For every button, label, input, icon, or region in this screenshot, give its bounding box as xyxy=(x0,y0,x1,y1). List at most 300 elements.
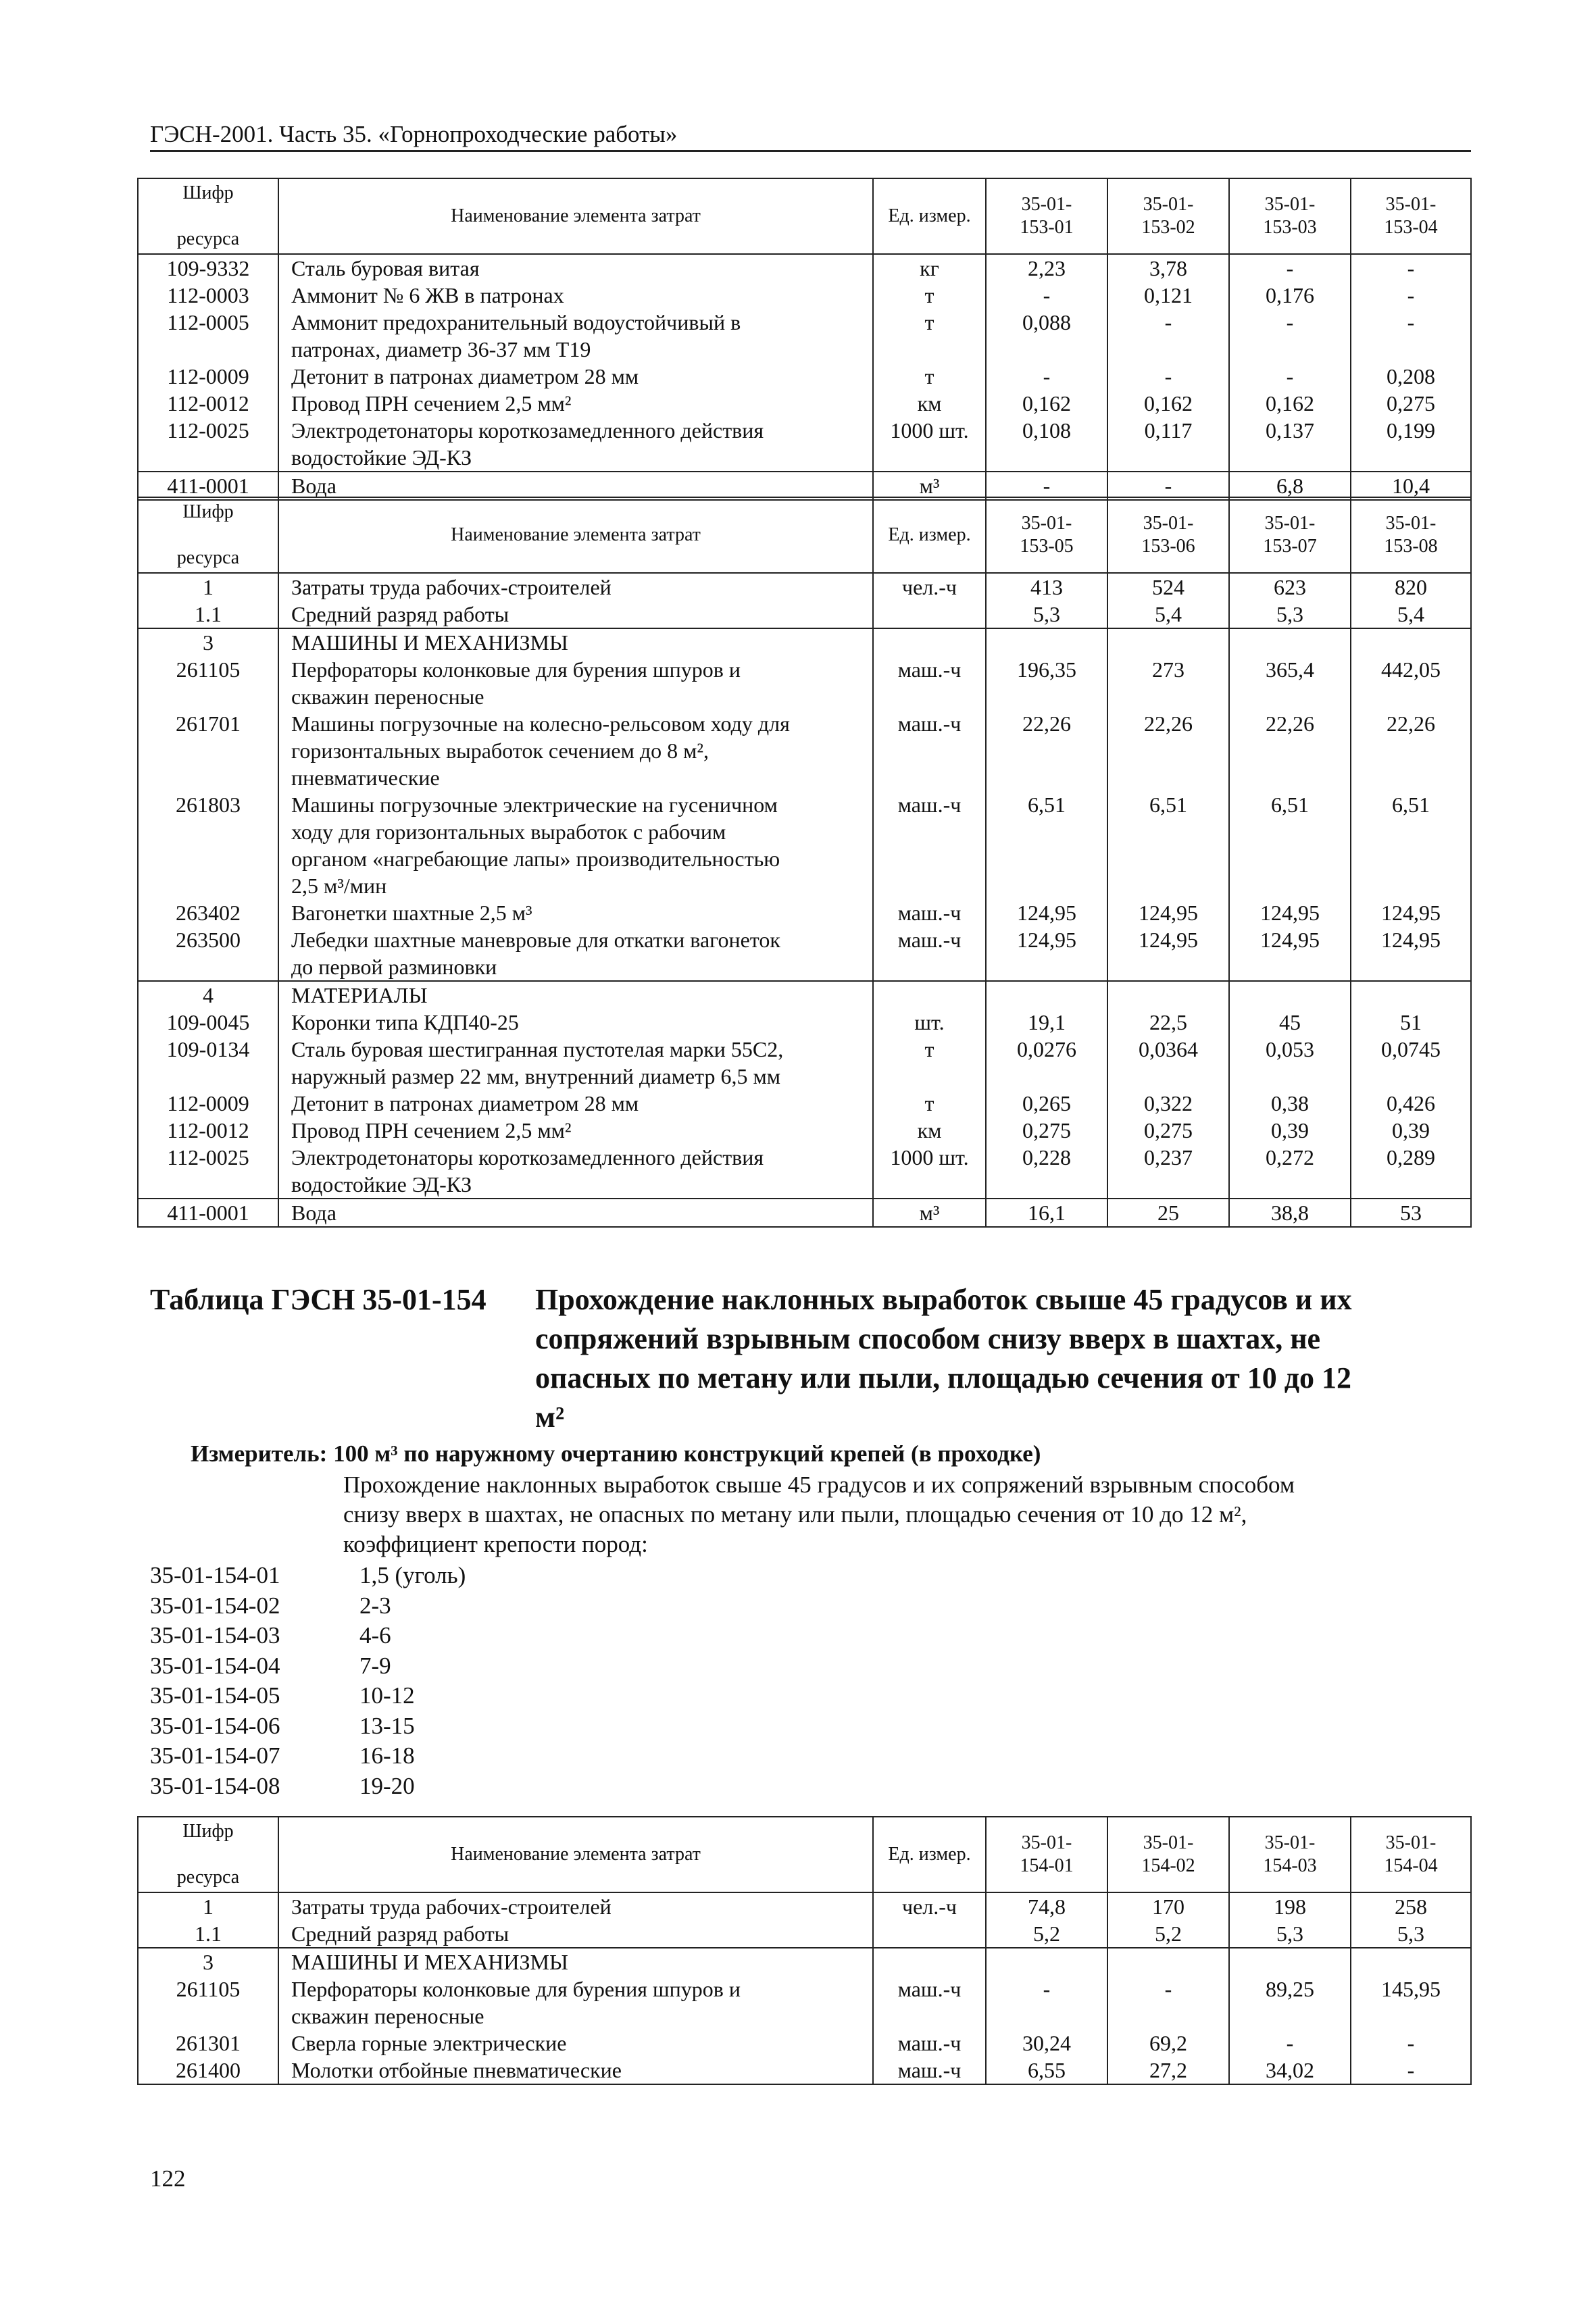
col-header-unit: Ед. измер. xyxy=(873,1817,986,1892)
norm-code: 35-01-154-02 xyxy=(150,1592,280,1619)
col-header-norm xyxy=(1351,178,1471,254)
value-cell: 89,25 xyxy=(1229,1976,1351,2030)
value-cell xyxy=(1351,981,1471,1009)
resource-name xyxy=(278,1920,873,1948)
norm-code-row xyxy=(150,1561,466,1591)
col-header-text: ресурса xyxy=(176,1867,240,1888)
value-cell: 0,228 xyxy=(986,1144,1107,1199)
value-cell: 30,24 xyxy=(986,2030,1107,2057)
resource-code: 263500 xyxy=(138,926,278,981)
resource-name xyxy=(278,710,873,791)
unit-cell: т xyxy=(873,1036,986,1090)
value-cell: 22,26 xyxy=(986,710,1107,791)
resource-code: 1.1 xyxy=(138,1920,278,1948)
value-cell: 0,162 xyxy=(1107,390,1229,417)
table-row xyxy=(138,2057,1471,2084)
col-header-text: 153-04 xyxy=(1384,217,1438,238)
resource-code: 1 xyxy=(138,573,278,601)
resource-code: 261105 xyxy=(138,1976,278,2030)
value-cell: 6,51 xyxy=(1107,791,1229,899)
unit-cell: км xyxy=(873,390,986,417)
value-cell: 10,4 xyxy=(1351,472,1471,500)
resource-code: 3 xyxy=(138,1948,278,1976)
description-line: снизу вверх в шахтах, не опасных по метану или пыли, площадью сечения от 10 до 12 м², xyxy=(343,1501,1247,1528)
description-line: коэффициент крепости пород: xyxy=(343,1531,648,1557)
unit-cell: т xyxy=(873,363,986,390)
norm-code-row xyxy=(150,1651,466,1682)
value-cell: - xyxy=(1107,309,1229,363)
unit-cell: чел.-ч xyxy=(873,573,986,601)
col-header-name: Наименование элемента затрат xyxy=(278,178,873,254)
value-cell: - xyxy=(1351,2057,1471,2084)
resource-name-line: горизонтальных выработок сечением до 8 м², xyxy=(291,738,709,763)
col-header-code xyxy=(138,1817,278,1892)
unit-cell: маш.-ч xyxy=(873,2057,986,2084)
col-header-name: Наименование элемента затрат xyxy=(278,1817,873,1892)
resource-name-line: Лебедки шахтные маневровые для откатки вагонеток xyxy=(291,928,780,952)
value-cell: 0,199 xyxy=(1351,417,1471,472)
measure-unit-line: Измеритель: 100 м³ по наружному очертанию конструкций крепей (в проходке) xyxy=(191,1440,1041,1467)
value-cell: 6,55 xyxy=(986,2057,1107,2084)
col-header-text: 35-01- xyxy=(1264,1832,1316,1853)
resource-name xyxy=(278,417,873,472)
resource-name-line: Перфораторы колонковые для бурения шпуров и xyxy=(291,1977,741,2001)
col-header-text: 153-08 xyxy=(1384,536,1438,557)
resource-name xyxy=(278,1009,873,1036)
resource-name-line: органом «нагребающие лапы» производительностью xyxy=(291,847,780,871)
table-row xyxy=(138,282,1471,309)
unit-cell: км xyxy=(873,1117,986,1144)
col-header-text: 35-01- xyxy=(1264,513,1316,534)
resource-name xyxy=(278,573,873,601)
resource-code: 109-9332 xyxy=(138,254,278,282)
resource-name xyxy=(278,926,873,981)
value-cell: 124,95 xyxy=(1107,926,1229,981)
col-header-unit: Ед. измер. xyxy=(873,497,986,573)
resource-name-line: 2,5 м³/мин xyxy=(291,874,387,898)
value-cell: 5,3 xyxy=(1229,1920,1351,1948)
value-cell: - xyxy=(986,1976,1107,2030)
value-cell: 22,26 xyxy=(1351,710,1471,791)
col-header-norm xyxy=(1229,178,1351,254)
value-cell: 124,95 xyxy=(986,899,1107,926)
resource-table-153-01-04 xyxy=(137,178,1472,501)
resource-name xyxy=(278,1036,873,1090)
col-header-norm xyxy=(1107,1817,1229,1892)
value-cell: - xyxy=(1229,309,1351,363)
resource-name-line: до первой разминовки xyxy=(291,955,497,979)
resource-name xyxy=(278,1976,873,2030)
resource-code: 112-0005 xyxy=(138,309,278,363)
value-cell: 0,426 xyxy=(1351,1090,1471,1117)
value-cell xyxy=(986,628,1107,656)
value-cell: 5,3 xyxy=(1229,601,1351,628)
table-row xyxy=(138,1009,1471,1036)
value-cell: - xyxy=(1107,472,1229,500)
col-header-norm xyxy=(1107,497,1229,573)
unit-cell: чел.-ч xyxy=(873,1892,986,1920)
value-cell: 53 xyxy=(1351,1199,1471,1227)
value-cell: - xyxy=(1351,309,1471,363)
resource-name-line: водостойкие ЭД-КЗ xyxy=(291,445,472,470)
resource-name xyxy=(278,1948,873,1976)
value-cell: - xyxy=(1107,363,1229,390)
resource-name-line: Вагонетки шахтные 2,5 м³ xyxy=(291,901,532,925)
resource-name-line: Машины погрузочные электрические на гусеничном xyxy=(291,793,778,817)
resource-name xyxy=(278,309,873,363)
resource-name-line: Аммонит № 6 ЖВ в патронах xyxy=(291,283,564,307)
value-cell xyxy=(1107,981,1229,1009)
unit-cell: т xyxy=(873,1090,986,1117)
value-cell: 5,4 xyxy=(1351,601,1471,628)
value-cell: 2,23 xyxy=(986,254,1107,282)
table-row xyxy=(138,309,1471,363)
table-title-line: м² xyxy=(535,1401,565,1434)
value-cell: 51 xyxy=(1351,1009,1471,1036)
unit-cell xyxy=(873,981,986,1009)
page-number: 122 xyxy=(150,2165,186,2192)
value-cell: 69,2 xyxy=(1107,2030,1229,2057)
resource-code: 109-0045 xyxy=(138,1009,278,1036)
table-title-line: сопряжений взрывным способом снизу вверх в шахтах, не xyxy=(535,1322,1321,1355)
col-header-text: 35-01- xyxy=(1143,1832,1194,1853)
value-cell: 0,39 xyxy=(1229,1117,1351,1144)
col-header-text: 35-01- xyxy=(1385,1832,1437,1853)
norm-code-row xyxy=(150,1711,466,1742)
value-cell: - xyxy=(1229,254,1351,282)
value-cell xyxy=(1229,1948,1351,1976)
col-header-text: 153-07 xyxy=(1263,536,1317,557)
unit-cell xyxy=(873,601,986,628)
value-cell: 273 xyxy=(1107,656,1229,710)
table-row xyxy=(138,254,1471,282)
col-header-text: 35-01- xyxy=(1385,194,1437,215)
value-cell: 0,39 xyxy=(1351,1117,1471,1144)
value-cell: 0,275 xyxy=(986,1117,1107,1144)
value-cell: 34,02 xyxy=(1229,2057,1351,2084)
resource-name-line: Средний разряд работы xyxy=(291,602,509,626)
value-cell: 442,05 xyxy=(1351,656,1471,710)
value-cell: 5,4 xyxy=(1107,601,1229,628)
col-header-text: 153-06 xyxy=(1141,536,1195,557)
col-header-text: 35-01- xyxy=(1264,194,1316,215)
col-header-text: 153-02 xyxy=(1141,217,1195,238)
resource-name xyxy=(278,390,873,417)
resource-code: 1.1 xyxy=(138,601,278,628)
norm-code-row xyxy=(150,1591,466,1621)
table-row xyxy=(138,1920,1471,1948)
unit-cell xyxy=(873,628,986,656)
resource-code: 112-0009 xyxy=(138,1090,278,1117)
col-header-norm xyxy=(986,497,1107,573)
resource-name-line: МАШИНЫ И МЕХАНИЗМЫ xyxy=(291,630,568,655)
col-header-text: Шифр xyxy=(182,1821,234,1842)
resource-name xyxy=(278,1892,873,1920)
resource-table-153-05-08 xyxy=(137,497,1472,1228)
resource-name-line: Затраты труда рабочих-строителей xyxy=(291,575,612,599)
unit-cell: т xyxy=(873,282,986,309)
resource-name xyxy=(278,1199,873,1227)
norm-code: 35-01-154-04 xyxy=(150,1652,280,1679)
unit-cell: маш.-ч xyxy=(873,926,986,981)
resource-code: 112-0012 xyxy=(138,1117,278,1144)
resource-name-line: наружный размер 22 мм, внутренний диаметр 6,5 мм xyxy=(291,1064,780,1088)
resource-name xyxy=(278,2057,873,2084)
resource-code: 411-0001 xyxy=(138,472,278,500)
value-cell xyxy=(1351,628,1471,656)
col-header-norm xyxy=(1229,1817,1351,1892)
resource-name xyxy=(278,601,873,628)
col-header-code xyxy=(138,497,278,573)
table-row xyxy=(138,573,1471,601)
resource-code: 261105 xyxy=(138,656,278,710)
resource-name xyxy=(278,1117,873,1144)
col-header-text: 35-01- xyxy=(1143,194,1194,215)
col-header-text: 35-01- xyxy=(1021,1832,1072,1853)
resource-name xyxy=(278,254,873,282)
resource-code: 411-0001 xyxy=(138,1199,278,1227)
resource-name-line: Перфораторы колонковые для бурения шпуров и xyxy=(291,657,741,682)
unit-cell: кг xyxy=(873,254,986,282)
col-header-text: Шифр xyxy=(182,501,234,522)
resource-name-line: Детонит в патронах диаметром 28 мм xyxy=(291,364,639,388)
value-cell xyxy=(986,1948,1107,1976)
resource-table-154-01-04 xyxy=(137,1816,1472,2085)
col-header-text: 35-01- xyxy=(1143,513,1194,534)
value-cell: 820 xyxy=(1351,573,1471,601)
resource-name xyxy=(278,628,873,656)
col-header-text: 154-03 xyxy=(1263,1855,1317,1876)
value-cell: 0,0745 xyxy=(1351,1036,1471,1090)
unit-cell: шт. xyxy=(873,1009,986,1036)
value-cell: 124,95 xyxy=(1229,899,1351,926)
col-header-text: 154-04 xyxy=(1384,1855,1438,1876)
value-cell: - xyxy=(1229,2030,1351,2057)
col-header-code xyxy=(138,178,278,254)
unit-cell: 1000 шт. xyxy=(873,417,986,472)
value-cell: 196,35 xyxy=(986,656,1107,710)
value-cell: 0,265 xyxy=(986,1090,1107,1117)
value-cell: 27,2 xyxy=(1107,2057,1229,2084)
value-cell: 5,3 xyxy=(1351,1920,1471,1948)
col-header-text: ресурса xyxy=(176,547,240,568)
value-cell: 0,108 xyxy=(986,417,1107,472)
resource-name xyxy=(278,363,873,390)
unit-cell xyxy=(873,1920,986,1948)
table-row xyxy=(138,710,1471,791)
resource-name-line: Аммонит предохранительный водоустойчивый в xyxy=(291,310,741,334)
col-header-name: Наименование элемента затрат xyxy=(278,497,873,573)
running-header: ГЭСН-2001. Часть 35. «Горнопроходческие работы» xyxy=(150,120,1471,152)
rock-hardness: 7-9 xyxy=(359,1652,391,1679)
table-title-prefix: Таблица ГЭСН 35-01-154 xyxy=(150,1283,487,1316)
col-header-text: ресурса xyxy=(176,228,240,249)
header-row xyxy=(138,178,1471,254)
value-cell: 623 xyxy=(1229,573,1351,601)
value-cell: 524 xyxy=(1107,573,1229,601)
value-cell: 198 xyxy=(1229,1892,1351,1920)
value-cell: 5,2 xyxy=(1107,1920,1229,1948)
col-header-text: 35-01- xyxy=(1021,194,1072,215)
resource-name-line: Средний разряд работы xyxy=(291,1921,509,1946)
value-cell: 22,26 xyxy=(1229,710,1351,791)
value-cell: 0,208 xyxy=(1351,363,1471,390)
table-row xyxy=(138,1144,1471,1199)
value-cell: 0,289 xyxy=(1351,1144,1471,1199)
value-cell: 6,51 xyxy=(1229,791,1351,899)
value-cell: 0,272 xyxy=(1229,1144,1351,1199)
col-header-text: Шифр xyxy=(182,182,234,203)
col-header-norm xyxy=(1107,178,1229,254)
value-cell: 365,4 xyxy=(1229,656,1351,710)
unit-cell: м³ xyxy=(873,472,986,500)
col-header-text: 154-01 xyxy=(1020,1855,1074,1876)
rock-hardness: 4-6 xyxy=(359,1622,391,1649)
resource-code: 3 xyxy=(138,628,278,656)
section-row xyxy=(138,628,1471,656)
table-row xyxy=(138,417,1471,472)
resource-name-line: Молотки отбойные пневматические xyxy=(291,2058,622,2082)
norm-code-row xyxy=(150,1741,466,1771)
resource-code: 112-0025 xyxy=(138,417,278,472)
col-header-norm xyxy=(1229,497,1351,573)
unit-cell: маш.-ч xyxy=(873,656,986,710)
table-row xyxy=(138,601,1471,628)
col-header-text: 153-05 xyxy=(1020,536,1074,557)
value-cell: 19,1 xyxy=(986,1009,1107,1036)
resource-name-line: Провод ПРН сечением 2,5 мм² xyxy=(291,391,572,416)
resource-name xyxy=(278,1090,873,1117)
resource-name-line: водостойкие ЭД-КЗ xyxy=(291,1172,472,1197)
table-row xyxy=(138,656,1471,710)
value-cell: 5,3 xyxy=(986,601,1107,628)
value-cell: 22,26 xyxy=(1107,710,1229,791)
norm-code: 35-01-154-03 xyxy=(150,1622,280,1649)
table-row xyxy=(138,1117,1471,1144)
value-cell: 145,95 xyxy=(1351,1976,1471,2030)
rock-hardness: 2-3 xyxy=(359,1592,391,1619)
norm-code-row xyxy=(150,1771,466,1802)
resource-code: 112-0003 xyxy=(138,282,278,309)
table-row xyxy=(138,390,1471,417)
value-cell: - xyxy=(1229,363,1351,390)
value-cell: 25 xyxy=(1107,1199,1229,1227)
value-cell xyxy=(1229,981,1351,1009)
resource-name-line: Машины погрузочные на колесно-рельсовом ходу для xyxy=(291,711,790,736)
value-cell: 0,176 xyxy=(1229,282,1351,309)
col-header-norm xyxy=(986,178,1107,254)
col-header-norm xyxy=(986,1817,1107,1892)
col-header-text: 35-01- xyxy=(1385,513,1437,534)
resource-code: 261701 xyxy=(138,710,278,791)
value-cell: 0,0276 xyxy=(986,1036,1107,1090)
unit-cell: 1000 шт. xyxy=(873,1144,986,1199)
resource-name-line: МАШИНЫ И МЕХАНИЗМЫ xyxy=(291,1950,568,1974)
resource-name-line: ходу для горизонтальных выработок с рабочим xyxy=(291,820,726,844)
description-line: Прохождение наклонных выработок свыше 45 градусов и их сопряжений взрывным способом xyxy=(343,1472,1295,1498)
unit-cell: маш.-ч xyxy=(873,710,986,791)
norm-code-list xyxy=(150,1561,466,1801)
resource-code: 112-0009 xyxy=(138,363,278,390)
value-cell: 22,5 xyxy=(1107,1009,1229,1036)
value-cell: 0,275 xyxy=(1107,1117,1229,1144)
resource-name-line: Детонит в патронах диаметром 28 мм xyxy=(291,1091,639,1115)
value-cell xyxy=(1229,628,1351,656)
value-cell: 124,95 xyxy=(986,926,1107,981)
resource-name-line: Вода xyxy=(291,474,336,498)
resource-code: 109-0134 xyxy=(138,1036,278,1090)
value-cell: 124,95 xyxy=(1351,926,1471,981)
table-row xyxy=(138,1090,1471,1117)
resource-name xyxy=(278,656,873,710)
resource-name-line: пневматические xyxy=(291,765,440,790)
resource-name-line: МАТЕРИАЛЫ xyxy=(291,983,428,1007)
value-cell: 74,8 xyxy=(986,1892,1107,1920)
value-cell xyxy=(1107,1948,1229,1976)
header-row xyxy=(138,497,1471,573)
resource-name-line: Электродетонаторы короткозамедленного действия xyxy=(291,418,764,443)
value-cell: 6,8 xyxy=(1229,472,1351,500)
value-cell: - xyxy=(1107,1976,1229,2030)
value-cell: 0,322 xyxy=(1107,1090,1229,1117)
table-row xyxy=(138,1036,1471,1090)
col-header-text: 153-01 xyxy=(1020,217,1074,238)
value-cell xyxy=(986,981,1107,1009)
unit-cell: маш.-ч xyxy=(873,791,986,899)
table-row xyxy=(138,1892,1471,1920)
value-cell: 0,237 xyxy=(1107,1144,1229,1199)
value-cell xyxy=(1351,1948,1471,1976)
value-cell: 6,51 xyxy=(986,791,1107,899)
norm-code: 35-01-154-01 xyxy=(150,1562,280,1588)
value-cell: 124,95 xyxy=(1351,899,1471,926)
table-title-line: опасных по метану или пыли, площадью сечения от 10 до 12 xyxy=(535,1361,1352,1394)
value-cell: - xyxy=(1351,254,1471,282)
section-row xyxy=(138,981,1471,1009)
value-cell: 0,162 xyxy=(986,390,1107,417)
value-cell: - xyxy=(1351,282,1471,309)
resource-code: 261400 xyxy=(138,2057,278,2084)
value-cell: 45 xyxy=(1229,1009,1351,1036)
table-row xyxy=(138,1199,1471,1227)
value-cell: 0,137 xyxy=(1229,417,1351,472)
value-cell: - xyxy=(986,472,1107,500)
resource-name-line: скважин переносные xyxy=(291,2004,484,2028)
norm-code: 35-01-154-06 xyxy=(150,1712,280,1739)
value-cell: 0,117 xyxy=(1107,417,1229,472)
resource-name-line: Провод ПРН сечением 2,5 мм² xyxy=(291,1118,572,1142)
value-cell: 3,78 xyxy=(1107,254,1229,282)
value-cell: 16,1 xyxy=(986,1199,1107,1227)
value-cell: - xyxy=(986,282,1107,309)
unit-cell xyxy=(873,1948,986,1976)
value-cell: 0,275 xyxy=(1351,390,1471,417)
resource-name-line: Электродетонаторы короткозамедленного действия xyxy=(291,1145,764,1169)
value-cell: 124,95 xyxy=(1107,899,1229,926)
col-header-text: 154-02 xyxy=(1141,1855,1195,1876)
rock-hardness: 10-12 xyxy=(359,1682,415,1709)
table-row xyxy=(138,899,1471,926)
resource-name xyxy=(278,2030,873,2057)
section-row xyxy=(138,1948,1471,1976)
col-header-norm xyxy=(1351,1817,1471,1892)
header-row xyxy=(138,1817,1471,1892)
table-row xyxy=(138,472,1471,500)
value-cell: 6,51 xyxy=(1351,791,1471,899)
rock-hardness: 16-18 xyxy=(359,1742,415,1769)
unit-cell: маш.-ч xyxy=(873,899,986,926)
resource-code: 263402 xyxy=(138,899,278,926)
